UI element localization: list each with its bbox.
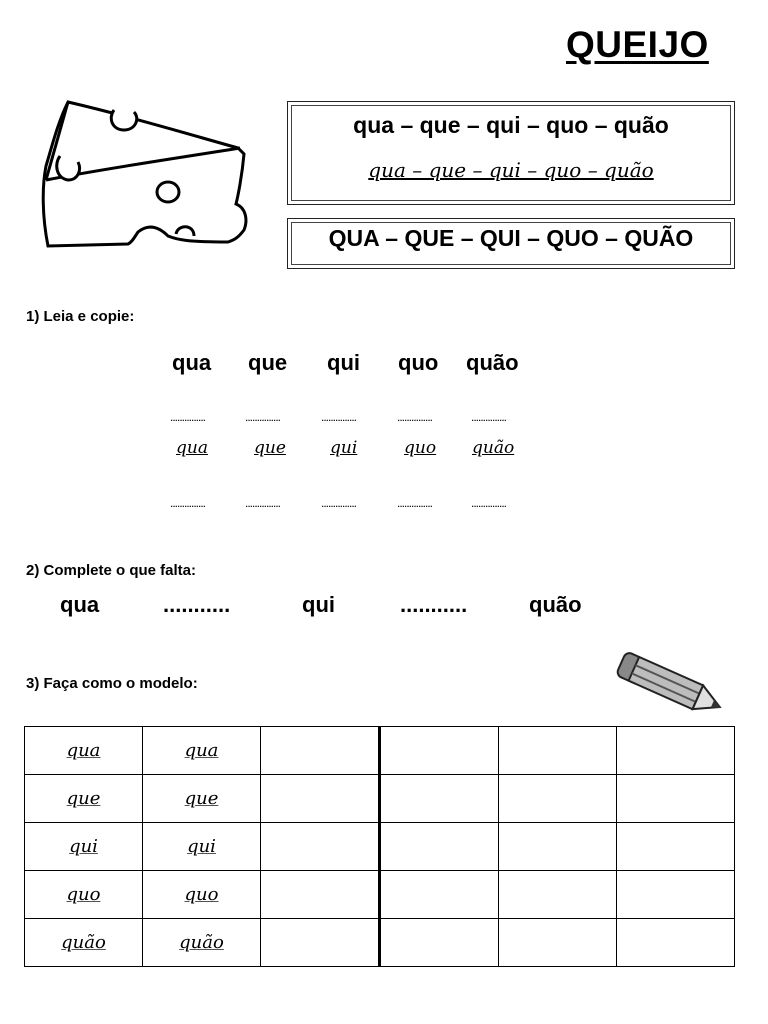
uppercase-syllables: QUA – QUE – QUI – QUO – QUÃO — [328, 225, 694, 251]
ex2-item-qua: qua — [60, 592, 100, 617]
ex1-cursive-quao: quão — [472, 438, 515, 458]
ex1-print-qua: qua — [172, 350, 212, 375]
ex1-blank[interactable]: ............... — [397, 410, 433, 424]
model-cell: qua — [25, 727, 143, 775]
model-cell: qui — [25, 823, 143, 871]
model-cell: quão — [143, 919, 261, 967]
ex1-cursive-quo: quo — [404, 438, 437, 458]
ex1-print-que: que — [248, 350, 288, 375]
ex1-blank[interactable]: ............... — [170, 496, 206, 510]
model-cell: que — [25, 775, 143, 823]
blank-cell[interactable] — [499, 823, 617, 871]
blank-cell[interactable] — [617, 919, 735, 967]
blank-cell[interactable] — [261, 775, 380, 823]
blank-cell[interactable] — [261, 823, 380, 871]
exercise-1-label: 1) Leia e copie: — [26, 308, 135, 325]
blank-cell[interactable] — [617, 823, 735, 871]
ex2-blank[interactable]: ........... — [400, 592, 468, 617]
blank-cell[interactable] — [380, 823, 499, 871]
ex1-blank[interactable]: ............... — [471, 496, 507, 510]
table-row — [25, 727, 735, 775]
exercise-3-label: 3) Faça como o modelo: — [26, 675, 198, 692]
blank-cell[interactable] — [261, 871, 380, 919]
print-syllables: qua – que – qui – quo – quão — [353, 112, 669, 138]
ex1-blank[interactable]: ............... — [321, 496, 357, 510]
ex1-blank[interactable]: ............... — [245, 496, 281, 510]
model-cell: quo — [25, 871, 143, 919]
ex1-blank[interactable]: ............... — [170, 410, 206, 424]
model-cell: quo — [143, 871, 261, 919]
blank-cell[interactable] — [499, 775, 617, 823]
table-row — [25, 775, 735, 823]
model-cell: que — [143, 775, 261, 823]
blank-cell[interactable] — [380, 775, 499, 823]
ex1-blank[interactable]: ............... — [397, 496, 433, 510]
table-row — [25, 871, 735, 919]
blank-cell[interactable] — [617, 727, 735, 775]
blank-cell[interactable] — [499, 871, 617, 919]
ex1-blank[interactable]: ............... — [471, 410, 507, 424]
table-row — [25, 823, 735, 871]
blank-cell[interactable] — [499, 919, 617, 967]
ex1-blank[interactable]: ............... — [245, 410, 281, 424]
ex2-item-quao: quão — [529, 592, 582, 617]
cheese-icon — [38, 96, 250, 248]
model-cell: quão — [25, 919, 143, 967]
page-title: QUEIJO — [566, 24, 709, 65]
ex2-item-qui: qui — [302, 592, 335, 617]
table-row — [25, 919, 735, 967]
pencil-icon — [610, 650, 736, 722]
blank-cell[interactable] — [380, 919, 499, 967]
blank-cell[interactable] — [617, 871, 735, 919]
blank-cell[interactable] — [617, 775, 735, 823]
blank-cell[interactable] — [261, 727, 380, 775]
ex1-blank[interactable]: ............... — [321, 410, 357, 424]
ex2-blank[interactable]: ........... — [163, 592, 231, 617]
cursive-syllables: qua – que – qui – quo – quão — [368, 158, 654, 182]
blank-cell[interactable] — [380, 871, 499, 919]
exercise-2-label: 2) Complete o que falta: — [26, 562, 197, 579]
ex1-cursive-qua: qua — [176, 438, 208, 458]
writing-grid — [24, 726, 735, 967]
blank-cell[interactable] — [261, 919, 380, 967]
blank-cell[interactable] — [499, 727, 617, 775]
syllable-box-lowercase — [287, 101, 735, 205]
ex1-print-quo: quo — [398, 350, 439, 375]
ex1-print-qui: qui — [327, 350, 360, 375]
model-cell: qua — [143, 727, 261, 775]
syllable-box-uppercase — [287, 218, 735, 269]
ex1-cursive-que: que — [254, 438, 286, 458]
ex1-print-quao: quão — [466, 350, 519, 375]
model-cell: qui — [143, 823, 261, 871]
blank-cell[interactable] — [380, 727, 499, 775]
ex1-cursive-qui: qui — [330, 438, 358, 458]
